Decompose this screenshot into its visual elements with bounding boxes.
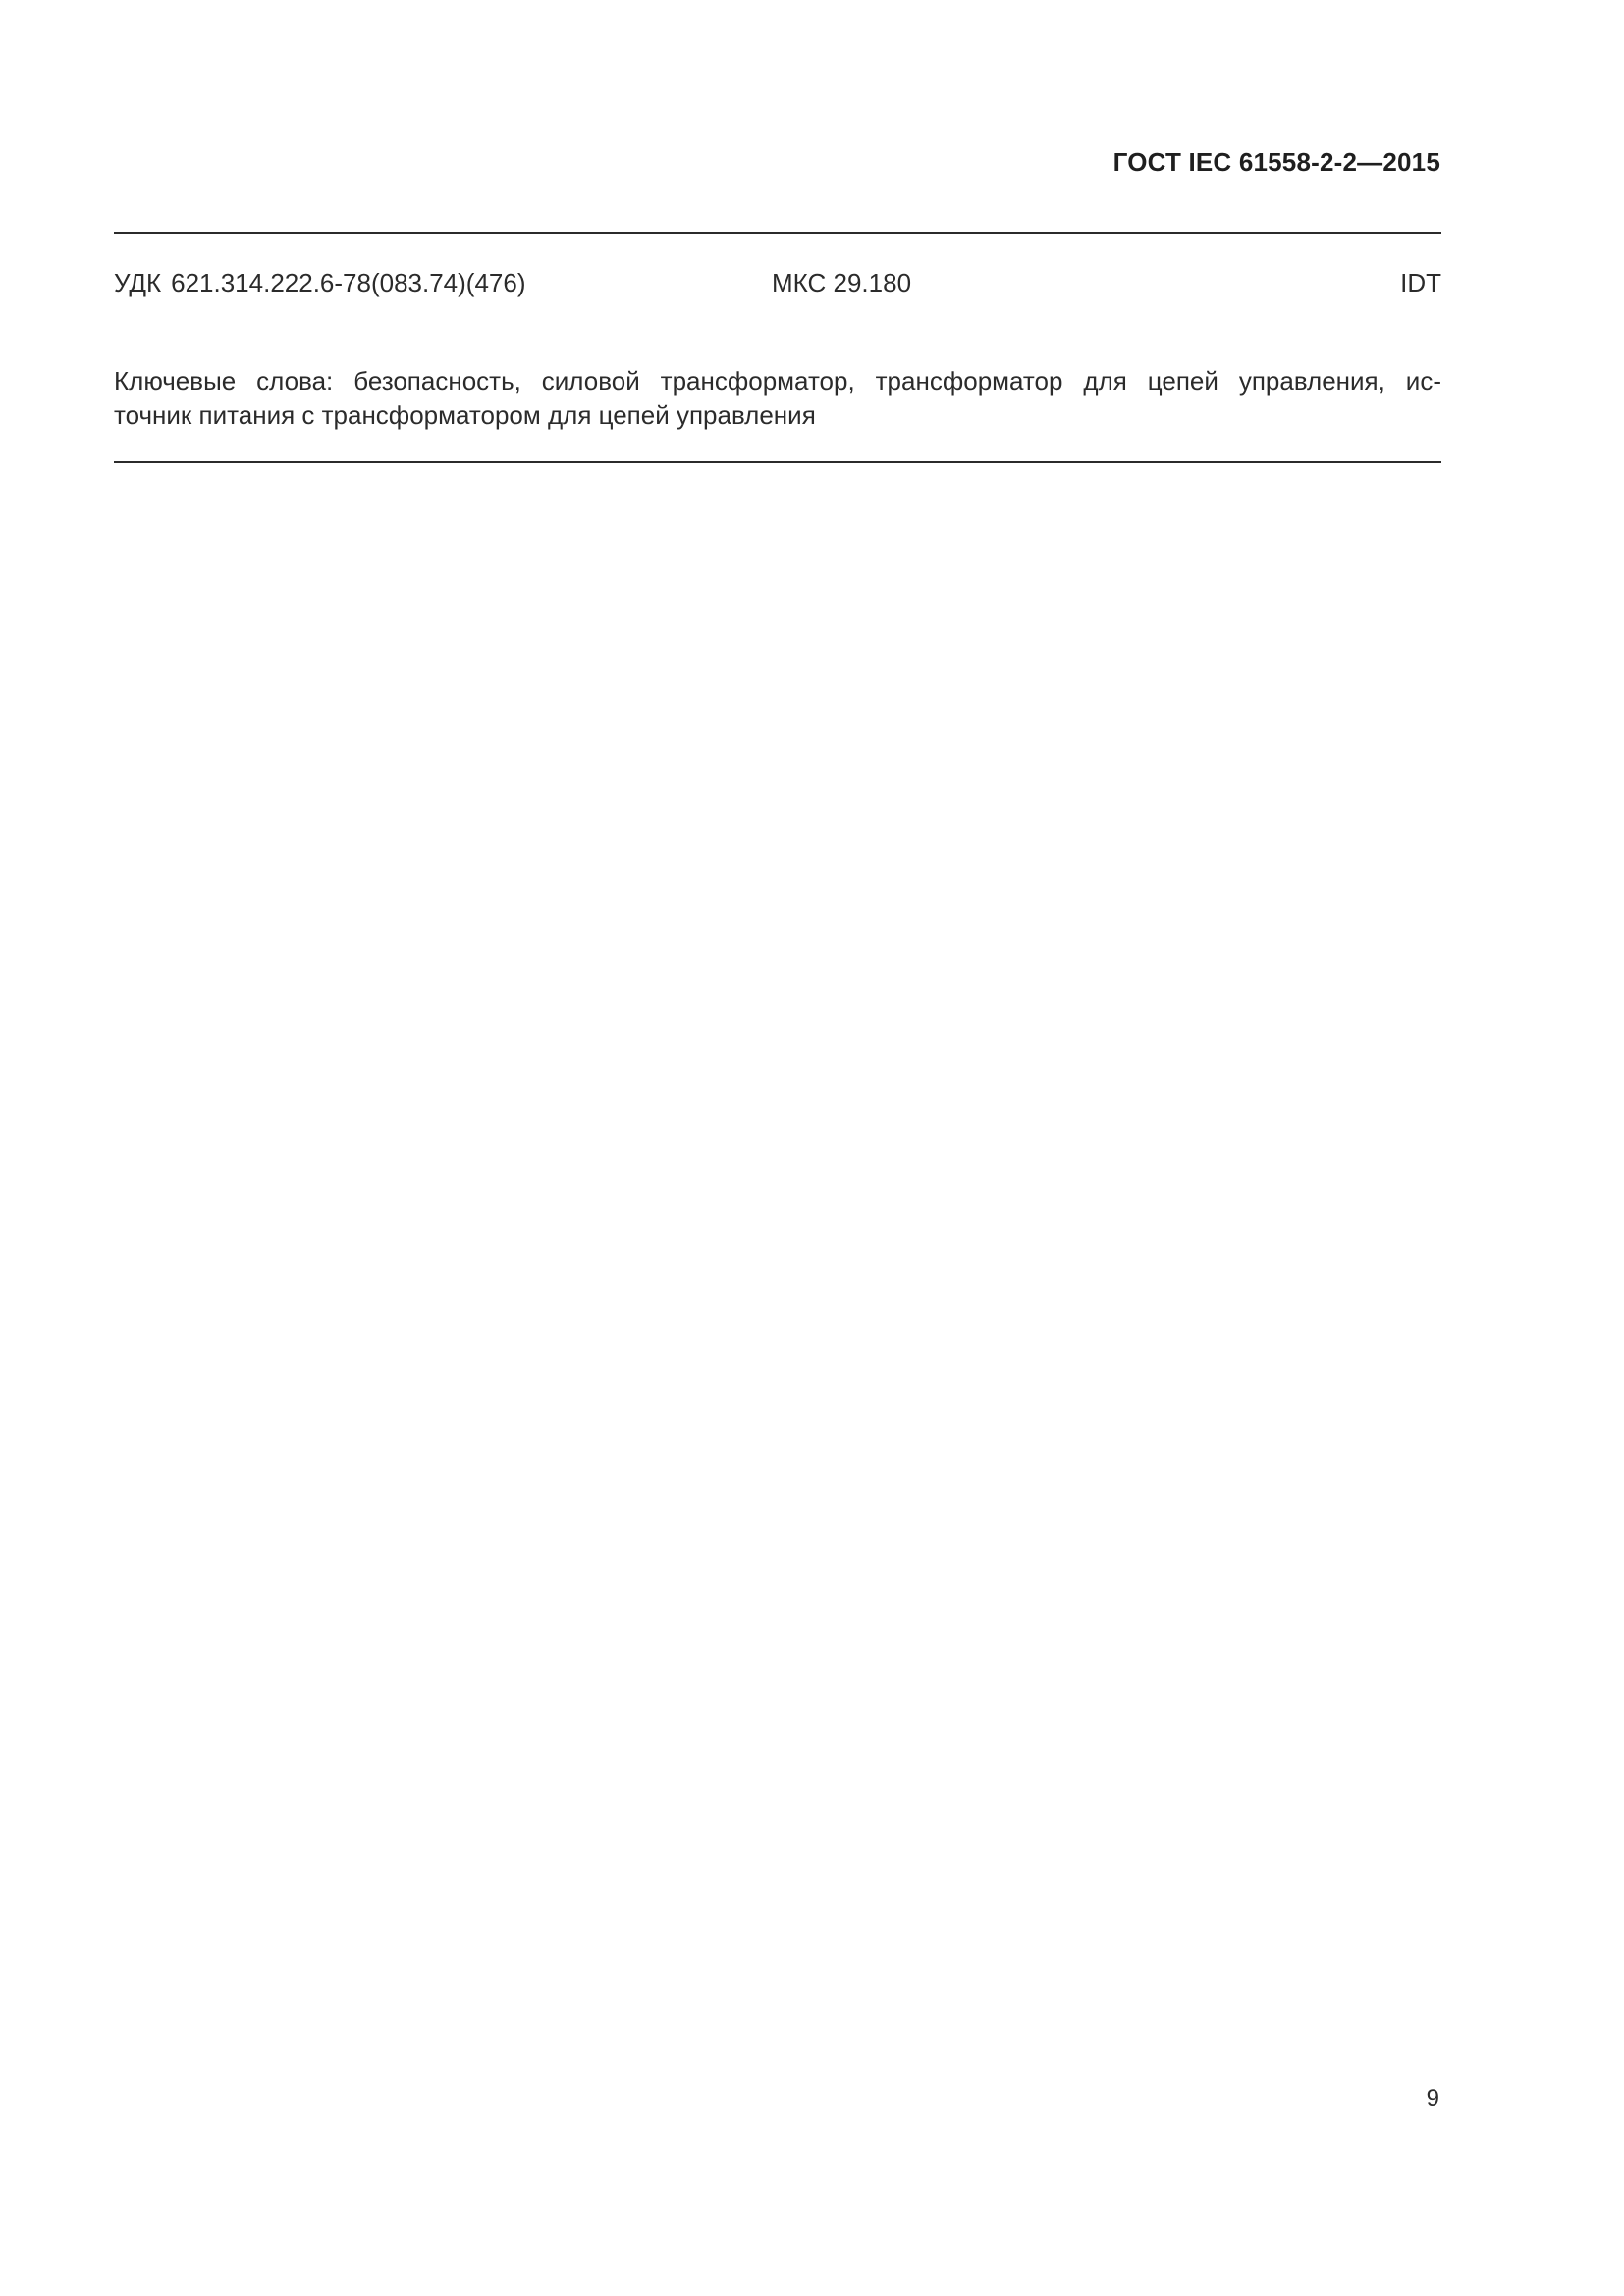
mks-code: МКС 29.180: [772, 268, 912, 297]
keywords-line: Ключевые слова: безопасность, силовой трансформатор, трансформатор для цепей управления, ис-: [114, 366, 1441, 396]
udk-label: УДК: [114, 268, 162, 297]
harmonization-degree: IDT: [1400, 268, 1441, 297]
bottom-divider: [114, 461, 1441, 463]
page-number: 9: [1426, 2085, 1439, 2111]
udk-value: 621.314.222.6-78(083.74)(476): [171, 268, 526, 297]
udk-code: [114, 268, 526, 298]
top-divider: [114, 232, 1441, 234]
keywords-line: точник питания с трансформатором для цепей управления: [114, 400, 816, 430]
classification-row: [114, 268, 1441, 303]
document-number: ГОСТ IEC 61558-2-2—2015: [1112, 147, 1440, 177]
keywords-paragraph: [114, 364, 1441, 433]
